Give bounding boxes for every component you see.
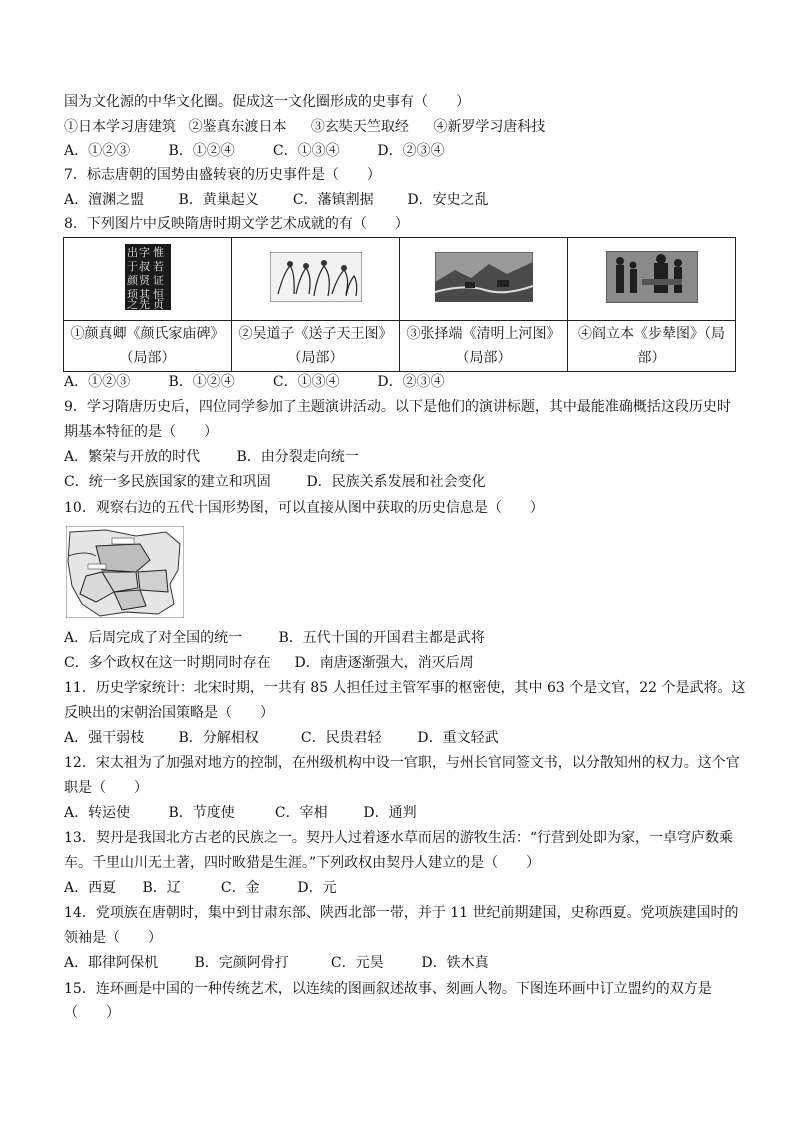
- svg-text:叔: 叔: [138, 260, 150, 273]
- item: ①日本学习唐建筑: [64, 119, 176, 135]
- question-14-options: [64, 953, 489, 973]
- question-12-stem: 12．宋太祖为了加强对地方的控制，在州级机构中设一官职，与州长官同签文书，以分散知州的权力。这个官: [64, 755, 740, 771]
- question-8-figure-table: [63, 237, 736, 372]
- option-a: A．西夏: [64, 880, 117, 896]
- figure-cell-4: [568, 238, 736, 321]
- svg-text:出: 出: [126, 246, 138, 259]
- question-13-stem-cont: 车。千里山川无土著，四时畋猎是生涯。”下列政权由契丹人建立的是（ ）: [64, 855, 541, 871]
- option-b: B．节度使: [168, 805, 235, 821]
- option-d: D．铁木真: [421, 955, 489, 971]
- question-8-stem: 8．下列图片中反映隋唐时期文学艺术成就的有（ ）: [64, 216, 409, 232]
- option-a: A．转运使: [64, 805, 131, 821]
- svg-text:于: 于: [126, 260, 138, 273]
- option-d: D．②③④: [377, 143, 445, 159]
- option-c: C．统一多民族国家的建立和巩固: [64, 474, 271, 490]
- question-11-stem-cont: 反映出的宋朝治国策略是（ ）: [64, 705, 274, 721]
- option-b: B．完颜阿骨打: [194, 955, 289, 971]
- figure-cell-2: [232, 238, 400, 321]
- question-12-options: [64, 803, 417, 823]
- question-14-stem: 14．党项族在唐朝时，集中到甘肃东部、陕西北部一带，并于 11 世纪前期建国，史称西夏。党项族建国时的: [64, 905, 739, 921]
- calligraphy-rubbing-icon: [125, 244, 171, 310]
- question-9-options-row1: [64, 447, 359, 467]
- option-b: B．分解相权: [178, 730, 259, 746]
- question-11-stem: 11．历史学家统计：北宋时期，一共有 85 人担任过主管军事的枢密使，其中 63 个是文官，22 个是武将。这: [64, 680, 746, 696]
- option-b: B．由分裂走向统一: [236, 449, 359, 465]
- question-10-stem: 10．观察右边的五代十国形势图，可以直接从图中获取的历史信息是（ ）: [64, 500, 544, 516]
- option-b: B．五代十国的开国君主都是武将: [278, 630, 485, 646]
- option-a: A．耶律阿保机: [64, 955, 159, 971]
- question-13-options: [64, 878, 337, 898]
- question-12-stem-cont: 职是（ ）: [64, 780, 148, 796]
- caption-line: （局部）: [455, 350, 512, 366]
- svg-text:先: 先: [138, 298, 150, 310]
- figure-painting-icon: [270, 252, 362, 302]
- option-a: A．①②③: [64, 143, 131, 159]
- question-10-options-row2: [64, 653, 474, 673]
- option-d: D．安史之乱: [407, 192, 489, 208]
- landscape-scroll-icon: [435, 252, 533, 302]
- option-b: B．黄巢起义: [178, 192, 259, 208]
- option-c: C．金: [220, 880, 260, 896]
- svg-text:贞: 贞: [152, 298, 164, 310]
- option-d: D．②③④: [377, 374, 445, 390]
- caption-line: 部）: [637, 350, 666, 366]
- figure-caption-3: [400, 321, 568, 372]
- option-c: C．元昊: [330, 955, 384, 971]
- option-d: D．重文轻武: [417, 730, 499, 746]
- caption-line: （局部）: [119, 350, 176, 366]
- question-9-options-row2: [64, 472, 486, 492]
- option-c: C．藩镇割据: [292, 192, 374, 208]
- question-7-options: [64, 190, 489, 210]
- option-a: A．后周完成了对全国的统一: [64, 630, 243, 646]
- figure-cell-1: [64, 238, 232, 321]
- item: ②鉴真东渡日本: [188, 119, 287, 135]
- svg-text:恒: 恒: [152, 288, 164, 301]
- svg-text:顼: 顼: [126, 288, 138, 301]
- option-c: C．多个政权在这一时期同时存在: [64, 655, 271, 671]
- question-6-items: [64, 117, 545, 137]
- option-a: A．澶渊之盟: [64, 192, 145, 208]
- option-a: A．①②③: [64, 374, 131, 390]
- option-b: B．①②④: [168, 374, 235, 390]
- svg-text:贤: 贤: [138, 274, 150, 287]
- question-6-stem-end: 国为文化源的中华文化圈。促成这一文化圈形成的史事有（ ）: [64, 94, 470, 110]
- svg-text:其: 其: [138, 288, 150, 301]
- option-d: D．南唐逐渐强大，消灭后周: [294, 655, 474, 671]
- question-10-options-row1: [64, 628, 485, 648]
- svg-text:证: 证: [152, 274, 164, 287]
- figure-caption-2: [232, 321, 400, 372]
- question-9-stem: 9．学习隋唐历史后，四位同学参加了主题演讲活动。以下是他们的演讲标题，其中最能准确概括这段历史时: [64, 399, 731, 415]
- question-7-stem: 7．标志唐朝的国势由盛转衰的历史事件是（ ）: [64, 167, 381, 183]
- option-d: D．民族关系发展和社会变化: [306, 474, 486, 490]
- figure-caption-1: [64, 321, 232, 372]
- question-14-stem-cont: 领袖是（ ）: [64, 930, 162, 946]
- caption-line: （局部）: [287, 350, 344, 366]
- question-9-stem-cont: 期基本特征的是（ ）: [64, 424, 218, 440]
- court-painting-icon: [606, 251, 698, 303]
- option-a: A．繁荣与开放的时代: [64, 449, 201, 465]
- question-15-stem: 15．连环画是中国的一种传统艺术，以连续的图画叙述故事、刻画人物。下图连环画中订立盟约的双方是: [64, 981, 712, 997]
- item: ④新罗学习唐科技: [433, 119, 546, 135]
- caption-line: ②吴道子《送子天王图》: [238, 326, 393, 342]
- question-8-options: [64, 372, 445, 392]
- option-c: C．①③④: [272, 143, 340, 159]
- five-dynasties-map-icon: [66, 526, 184, 618]
- question-11-options: [64, 728, 499, 748]
- caption-line: ①颜真卿《颜氏家庙碑》: [70, 326, 225, 342]
- option-b: B．辽: [142, 880, 181, 896]
- svg-text:惟: 惟: [152, 246, 164, 259]
- figure-cell-3: [400, 238, 568, 321]
- question-15-stem-cont: （ ）: [64, 1005, 120, 1021]
- svg-text:字: 字: [138, 246, 150, 259]
- svg-text:颜: 颜: [126, 274, 138, 287]
- caption-line: ④阎立本《步辇图》（局: [578, 326, 725, 342]
- option-a: A．强干弱枝: [64, 730, 145, 746]
- option-c: C．①③④: [272, 374, 340, 390]
- option-c: C．民贵君轻: [300, 730, 382, 746]
- question-6-options: [64, 141, 445, 161]
- figure-caption-4: [568, 321, 736, 372]
- caption-line: ③张择端《清明上河图》: [406, 326, 561, 342]
- option-b: B．①②④: [168, 143, 235, 159]
- option-d: D．元: [297, 880, 337, 896]
- option-c: C．宰相: [274, 805, 328, 821]
- option-d: D．通判: [363, 805, 417, 821]
- item: ③玄奘天竺取经: [310, 119, 409, 135]
- svg-text:若: 若: [152, 260, 164, 273]
- svg-text:之: 之: [126, 298, 138, 310]
- question-13-stem: 13．契丹是我国北方古老的民族之一。契丹人过着逐水草而居的游牧生活：“行营到处即为家，一卓穹庐数乘: [64, 830, 733, 846]
